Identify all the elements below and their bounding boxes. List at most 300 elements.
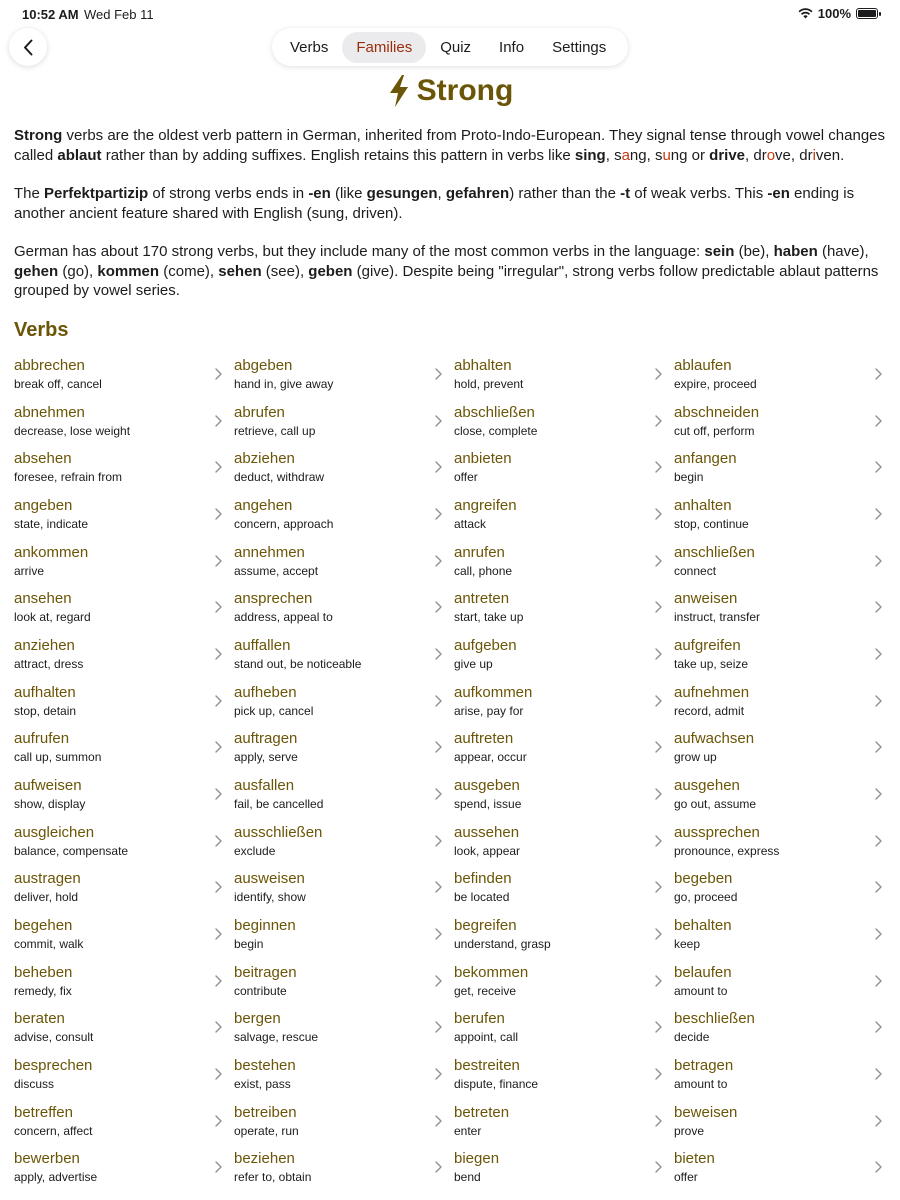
chevron-right-icon (435, 741, 442, 753)
chevron-left-icon (23, 39, 33, 56)
verb-item[interactable] (14, 445, 234, 492)
chevron-right-icon (875, 1161, 882, 1173)
verb-item[interactable] (674, 865, 894, 912)
chevron-right-icon (875, 555, 882, 567)
verb-word: anschließen (674, 543, 755, 561)
verb-meaning: salvage, rescue (234, 1030, 319, 1045)
verb-item[interactable] (674, 492, 894, 539)
chevron-right-icon (215, 368, 222, 380)
verb-word: aufgeben (454, 636, 517, 654)
verb-word: besprechen (14, 1056, 93, 1074)
verb-meaning: retrieve, call up (234, 423, 316, 438)
verb-meaning: offer (454, 470, 478, 485)
chevron-right-icon (875, 461, 882, 473)
verb-meaning: concern, affect (14, 1123, 93, 1138)
chevron-right-icon (215, 1068, 222, 1080)
chevron-right-icon (655, 508, 662, 520)
chevron-right-icon (655, 415, 662, 427)
verb-word: bewerben (14, 1150, 80, 1168)
chevron-right-icon (435, 648, 442, 660)
verb-meaning: enter (454, 1123, 482, 1138)
verb-item[interactable] (14, 399, 234, 446)
verb-meaning: pick up, cancel (234, 703, 314, 718)
chevron-right-icon (215, 508, 222, 520)
chevron-right-icon (655, 648, 662, 660)
verb-meaning: record, admit (674, 703, 745, 718)
verb-word: beweisen (674, 1103, 738, 1121)
chevron-right-icon (875, 695, 882, 707)
verb-word: ausschließen (234, 823, 323, 841)
verb-meaning: arrive (14, 563, 45, 578)
verb-item[interactable] (674, 725, 894, 772)
wifi-icon (798, 8, 813, 19)
verb-word: annehmen (234, 543, 305, 561)
verb-item[interactable] (14, 539, 234, 586)
verb-word: aufweisen (14, 776, 82, 794)
verb-item[interactable] (14, 772, 234, 819)
chevron-right-icon (435, 881, 442, 893)
verb-item[interactable] (454, 865, 674, 912)
verb-word: anbieten (454, 450, 512, 468)
verb-word: abziehen (234, 450, 295, 468)
chevron-right-icon (875, 881, 882, 893)
verb-meaning: address, appeal to (234, 610, 333, 625)
verb-meaning: decrease, lose weight (14, 423, 131, 438)
verb-item[interactable] (454, 1005, 674, 1052)
chevron-right-icon (655, 741, 662, 753)
verb-item[interactable] (674, 445, 894, 492)
verb-meaning: remedy, fix (14, 983, 72, 998)
chevron-right-icon (435, 928, 442, 940)
chevron-right-icon (215, 461, 222, 473)
lightning-bolt-icon (387, 74, 411, 108)
verb-word: bieten (674, 1150, 715, 1168)
chevron-right-icon (655, 555, 662, 567)
verb-item[interactable] (454, 632, 674, 679)
verb-item[interactable] (674, 539, 894, 586)
verb-meaning: identify, show (234, 890, 306, 905)
verb-word: aufhalten (14, 683, 76, 701)
verb-item[interactable] (14, 912, 234, 959)
verb-meaning: grow up (674, 750, 717, 765)
chevron-right-icon (655, 1021, 662, 1033)
verb-meaning: assume, accept (234, 563, 319, 578)
chevron-right-icon (215, 695, 222, 707)
verbs-section-title: Verbs (14, 319, 69, 341)
verb-item[interactable] (234, 819, 454, 866)
verb-meaning: dispute, finance (454, 1076, 539, 1091)
verb-word: bestehen (234, 1056, 296, 1074)
verb-meaning: prove (674, 1123, 705, 1138)
verb-word: belaufen (674, 963, 732, 981)
page-title-text: Strong (416, 74, 514, 107)
verb-meaning: be located (454, 890, 510, 905)
verb-word: betreffen (14, 1103, 73, 1121)
verb-meaning: call, phone (454, 563, 513, 578)
verb-item[interactable] (14, 1052, 234, 1099)
verb-item[interactable] (14, 1005, 234, 1052)
verb-meaning: exclude (234, 843, 276, 858)
verb-item[interactable] (234, 352, 454, 399)
battery-percent: 100% (817, 6, 851, 21)
verb-item[interactable] (674, 585, 894, 632)
verb-word: absehen (14, 450, 72, 468)
verb-meaning: break off, cancel (14, 377, 102, 391)
verb-meaning: understand, grasp (454, 936, 551, 951)
verb-item[interactable] (674, 1005, 894, 1052)
verb-item[interactable] (14, 725, 234, 772)
verb-meaning: attack (454, 516, 487, 531)
verb-word: bergen (234, 1010, 281, 1028)
verb-meaning: expire, proceed (674, 377, 757, 391)
verb-item[interactable] (14, 492, 234, 539)
verb-item[interactable] (674, 1052, 894, 1099)
chevron-right-icon (435, 1021, 442, 1033)
verb-word: aufheben (234, 683, 297, 701)
chevron-right-icon (875, 415, 882, 427)
back-button[interactable] (9, 28, 47, 66)
verb-item[interactable] (674, 819, 894, 866)
verb-meaning: concern, approach (234, 516, 334, 531)
intro-text (14, 126, 886, 320)
verb-item[interactable] (14, 865, 234, 912)
verb-word: aufkommen (454, 683, 533, 701)
verb-word: aussehen (454, 823, 520, 841)
verb-item[interactable] (674, 912, 894, 959)
verb-word: beraten (14, 1010, 65, 1028)
verb-meaning: attract, dress (14, 656, 84, 671)
page-title (0, 74, 900, 108)
verb-item[interactable] (454, 679, 674, 726)
verb-item[interactable] (14, 959, 234, 1006)
verb-meaning: call up, summon (14, 750, 102, 765)
verb-item[interactable] (14, 352, 234, 399)
verb-word: beginnen (234, 916, 296, 934)
verb-word: abhalten (454, 357, 512, 374)
verb-item[interactable] (454, 725, 674, 772)
verb-word: anziehen (14, 636, 75, 654)
verb-word: abnehmen (14, 403, 85, 421)
chevron-right-icon (435, 695, 442, 707)
verb-meaning: advise, consult (14, 1030, 94, 1045)
verb-meaning: look at, regard (14, 610, 91, 625)
chevron-right-icon (655, 1115, 662, 1127)
verb-word: begreifen (454, 916, 517, 934)
verb-meaning: decide (674, 1030, 710, 1045)
verb-meaning: hand in, give away (234, 377, 334, 391)
chevron-right-icon (215, 1161, 222, 1173)
verb-item[interactable] (454, 352, 674, 399)
verb-meaning: amount to (674, 983, 728, 998)
verb-item[interactable] (234, 445, 454, 492)
verb-word: ausweisen (234, 870, 305, 888)
verb-word: ausfallen (234, 776, 295, 794)
verb-item[interactable] (674, 959, 894, 1006)
verb-item[interactable] (454, 772, 674, 819)
chevron-right-icon (875, 601, 882, 613)
verb-word: aufgreifen (674, 636, 741, 654)
verb-meaning: refer to, obtain (234, 1170, 312, 1185)
status-bar (0, 0, 900, 28)
verb-meaning: show, display (14, 796, 86, 811)
verb-item[interactable] (454, 1052, 674, 1099)
verb-list (0, 352, 900, 1192)
verb-item[interactable] (674, 679, 894, 726)
tab-families[interactable]: Families (342, 32, 426, 63)
verb-meaning: begin (234, 936, 264, 951)
verb-word: begehen (14, 916, 73, 934)
chevron-right-icon (655, 928, 662, 940)
verb-meaning: begin (674, 470, 704, 485)
verb-word: behalten (674, 916, 732, 934)
verb-meaning: connect (674, 563, 717, 578)
chevron-right-icon (875, 648, 882, 660)
verb-word: betreten (454, 1103, 510, 1121)
chevron-right-icon (655, 601, 662, 613)
chevron-right-icon (875, 1021, 882, 1033)
verb-item[interactable] (234, 1052, 454, 1099)
verb-word: anrufen (454, 543, 505, 561)
verb-word: auftreten (454, 730, 514, 748)
verb-meaning: operate, run (234, 1123, 299, 1138)
verb-item[interactable] (14, 819, 234, 866)
verb-item[interactable] (454, 585, 674, 632)
verb-word: anhalten (674, 496, 732, 514)
verb-word: ansehen (14, 590, 72, 608)
chevron-right-icon (875, 1068, 882, 1080)
chevron-right-icon (215, 415, 222, 427)
verb-item[interactable] (674, 1145, 894, 1192)
verb-item[interactable] (674, 399, 894, 446)
verb-word: abgeben (234, 357, 293, 374)
verb-meaning: cut off, perform (674, 423, 755, 438)
chevron-right-icon (435, 461, 442, 473)
verb-item[interactable] (234, 1099, 454, 1146)
verb-item[interactable] (454, 959, 674, 1006)
verb-meaning: fail, be cancelled (234, 796, 324, 811)
verb-word: befinden (454, 870, 512, 888)
verb-meaning: offer (674, 1170, 698, 1185)
chevron-right-icon (875, 835, 882, 847)
intro-paragraph-1: Strong verbs are the oldest verb pattern in German, inherited from Proto-Indo-European. They signal tense through vowel changes called ablaut rather than by adding suffixes. English retains this pattern in verbs like sing, sang, sung or drive, drove, driven. (14, 127, 886, 164)
verb-meaning: deduct, withdraw (234, 470, 325, 485)
chevron-right-icon (215, 881, 222, 893)
verb-word: abschließen (454, 403, 535, 421)
chevron-right-icon (655, 461, 662, 473)
chevron-right-icon (215, 975, 222, 987)
verb-meaning: spend, issue (454, 796, 522, 811)
verb-word: beitragen (234, 963, 297, 981)
verb-item[interactable] (234, 865, 454, 912)
chevron-right-icon (215, 555, 222, 567)
verb-word: ankommen (14, 543, 89, 561)
chevron-right-icon (215, 1021, 222, 1033)
verb-word: antreten (454, 590, 510, 608)
verb-word: angeben (14, 496, 73, 514)
verb-word: ablaufen (674, 357, 732, 374)
chevron-right-icon (655, 835, 662, 847)
chevron-right-icon (215, 648, 222, 660)
verb-meaning: balance, compensate (14, 843, 129, 858)
chevron-right-icon (215, 1115, 222, 1127)
intro-paragraph-2: The Perfektpartizip of strong verbs ends in -en (like gesungen, gefahren) rather than the -t of weak verbs. This -en ending is another ancient feature shared with English (sung, driven). (14, 185, 855, 222)
verb-word: ausgleichen (14, 823, 95, 841)
verb-word: aufwachsen (674, 730, 755, 748)
intro-paragraph-3: German has about 170 strong verbs, but they include many of the most common verbs in the language: sein (be), haben (have), gehen (go), kommen (come), sehen (see), geben (give). Despite being "irregular", strong verbs follow predictable ablaut patterns grouped by vowel series. (14, 243, 879, 299)
verb-meaning: bend (454, 1170, 481, 1185)
verb-item[interactable] (454, 492, 674, 539)
verb-word: angehen (234, 496, 293, 514)
chevron-right-icon (655, 975, 662, 987)
verb-item[interactable] (234, 492, 454, 539)
verb-word: auffallen (234, 636, 291, 654)
verb-item[interactable] (14, 1099, 234, 1146)
verb-word: biegen (454, 1150, 500, 1168)
verb-word: austragen (14, 870, 81, 888)
chevron-right-icon (875, 975, 882, 987)
verb-item[interactable] (14, 1145, 234, 1192)
verb-word: aufrufen (14, 730, 70, 748)
verb-meaning: amount to (674, 1076, 728, 1091)
verb-item[interactable] (14, 679, 234, 726)
tab-info[interactable]: Info (499, 38, 525, 56)
tab-settings[interactable]: Settings (552, 38, 607, 56)
verb-item[interactable] (674, 772, 894, 819)
verb-word: bekommen (454, 963, 529, 981)
verb-item[interactable] (234, 912, 454, 959)
verb-word: abschneiden (674, 403, 760, 421)
verb-meaning: stop, detain (14, 703, 77, 718)
verb-item[interactable] (234, 1145, 454, 1192)
verb-item[interactable] (234, 399, 454, 446)
chevron-right-icon (655, 881, 662, 893)
verb-meaning: stop, continue (674, 516, 749, 531)
chevron-right-icon (435, 835, 442, 847)
verb-word: abrufen (234, 403, 285, 421)
chevron-right-icon (435, 1161, 442, 1173)
verb-meaning: hold, prevent (454, 377, 524, 391)
verb-word: betragen (674, 1056, 734, 1074)
verb-item[interactable] (234, 725, 454, 772)
chevron-right-icon (875, 741, 882, 753)
verb-item[interactable] (454, 1145, 674, 1192)
verb-word: berufen (454, 1010, 505, 1028)
verb-word: bestreiten (454, 1056, 520, 1074)
verb-item[interactable] (14, 632, 234, 679)
verb-word: anweisen (674, 590, 738, 608)
verb-item[interactable] (234, 1005, 454, 1052)
verb-item[interactable] (234, 632, 454, 679)
chevron-right-icon (435, 508, 442, 520)
verb-meaning: get, receive (454, 983, 517, 998)
verb-meaning: give up (454, 656, 493, 671)
tab-bar (272, 28, 628, 66)
chevron-right-icon (435, 788, 442, 800)
verb-item[interactable] (234, 959, 454, 1006)
verb-item[interactable] (14, 585, 234, 632)
verb-meaning: take up, seize (674, 656, 749, 671)
verb-meaning: arise, pay for (454, 703, 524, 718)
chevron-right-icon (435, 555, 442, 567)
verb-meaning: exist, pass (234, 1076, 291, 1091)
verb-meaning: deliver, hold (14, 890, 79, 905)
verb-meaning: commit, walk (14, 936, 84, 951)
verb-meaning: start, take up (454, 610, 524, 625)
verb-meaning: stand out, be noticeable (234, 656, 362, 671)
verb-meaning: appear, occur (454, 750, 527, 765)
verb-word: betreiben (234, 1103, 297, 1121)
verb-meaning: keep (674, 936, 701, 951)
verb-word: abbrechen (14, 357, 85, 374)
status-date: Wed Feb 11 (84, 7, 154, 22)
verb-item[interactable] (454, 912, 674, 959)
verb-item[interactable] (454, 819, 674, 866)
verb-item[interactable] (234, 679, 454, 726)
verb-item[interactable] (674, 352, 894, 399)
chevron-right-icon (435, 1115, 442, 1127)
verb-word: beheben (14, 963, 73, 981)
verb-item[interactable] (234, 539, 454, 586)
chevron-right-icon (215, 741, 222, 753)
verb-meaning: look, appear (454, 843, 521, 858)
verb-item[interactable] (454, 399, 674, 446)
verb-word: begeben (674, 870, 733, 888)
verb-item[interactable] (674, 1099, 894, 1146)
chevron-right-icon (435, 415, 442, 427)
tab-verbs[interactable]: Verbs (290, 38, 329, 56)
status-indicators (798, 6, 878, 21)
verb-meaning: pronounce, express (674, 843, 780, 858)
verb-meaning: appoint, call (454, 1030, 519, 1045)
verb-word: ausgeben (454, 776, 520, 794)
chevron-right-icon (655, 1161, 662, 1173)
verb-item[interactable] (454, 445, 674, 492)
verb-meaning: contribute (234, 983, 287, 998)
verb-meaning: apply, serve (234, 750, 298, 765)
verb-meaning: go, proceed (674, 890, 738, 905)
status-time: 10:52 AM (22, 7, 79, 22)
chevron-right-icon (655, 788, 662, 800)
chevron-right-icon (875, 788, 882, 800)
chevron-right-icon (875, 928, 882, 940)
verb-meaning: close, complete (454, 423, 538, 438)
chevron-right-icon (215, 928, 222, 940)
verb-item[interactable] (454, 539, 674, 586)
verb-meaning: discuss (14, 1076, 55, 1091)
verb-item[interactable] (234, 585, 454, 632)
chevron-right-icon (435, 1068, 442, 1080)
verb-word: ansprechen (234, 590, 313, 608)
verb-meaning: apply, advertise (14, 1170, 98, 1185)
chevron-right-icon (875, 368, 882, 380)
chevron-right-icon (655, 368, 662, 380)
tab-quiz[interactable]: Quiz (440, 38, 472, 56)
verb-item[interactable] (454, 1099, 674, 1146)
battery-icon (856, 8, 878, 19)
verb-word: beschließen (674, 1010, 755, 1028)
verb-word: aufnehmen (674, 683, 750, 701)
chevron-right-icon (215, 601, 222, 613)
chevron-right-icon (655, 1068, 662, 1080)
verb-word: aussprechen (674, 823, 760, 841)
verb-word: anfangen (674, 450, 737, 468)
verb-meaning: go out, assume (674, 796, 757, 811)
chevron-right-icon (435, 368, 442, 380)
verb-item[interactable] (234, 772, 454, 819)
chevron-right-icon (875, 508, 882, 520)
verb-item[interactable] (674, 632, 894, 679)
verb-word: angreifen (454, 496, 517, 514)
